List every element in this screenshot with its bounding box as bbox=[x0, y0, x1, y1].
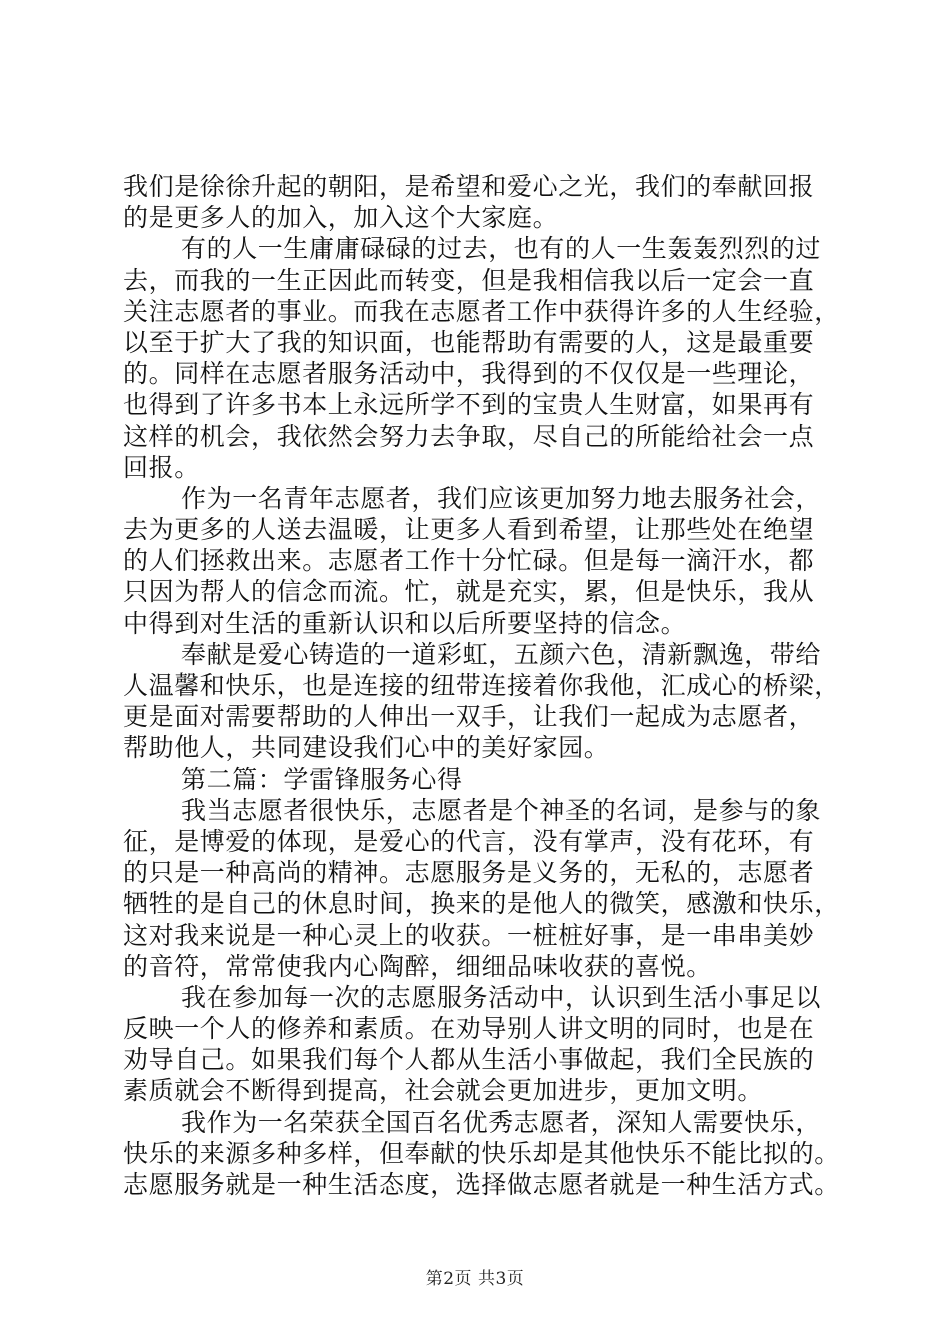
text-line: 只因为帮人的信念而流。忙，就是充实，累，但是快乐，我从 bbox=[123, 577, 815, 607]
text-line: 志愿服务就是一种生活态度，选择做志愿者就是一种生活方式。 bbox=[123, 1170, 840, 1199]
text-line: 关注志愿者的事业。而我在志愿者工作中获得许多的人生经验， bbox=[123, 296, 840, 326]
text-line: 的音符，常常使我内心陶醉，细细品味收获的喜悦。 bbox=[123, 951, 712, 981]
text-line: 有的人一生庸庸碌碌的过去，也有的人一生轰轰烈烈的过 bbox=[181, 234, 822, 264]
text-line: 这样的机会，我依然会努力去争取，尽自己的所能给社会一点 bbox=[123, 421, 815, 451]
text-line: 第二篇：学雷锋服务心得 bbox=[181, 764, 463, 794]
text-line: 去为更多的人送去温暖，让更多人看到希望，让那些处在绝望 bbox=[123, 515, 815, 545]
text-line: 的只是一种高尚的精神。志愿服务是义务的，无私的，志愿者 bbox=[123, 858, 815, 888]
text-line: 反映一个人的修养和素质。在劝导别人讲文明的同时，也是在 bbox=[123, 1014, 815, 1044]
text-line: 更是面对需要帮助的人伸出一双手，让我们一起成为志愿者， bbox=[123, 702, 815, 732]
text-line: 我们是徐徐升起的朝阳，是希望和爱心之光，我们的奉献回报 bbox=[123, 172, 815, 201]
text-line: 的人们拯救出来。志愿者工作十分忙碌。但是每一滴汗水，都 bbox=[123, 546, 815, 576]
text-line: 去，而我的一生正因此而转变，但是我相信我以后一定会一直 bbox=[123, 265, 815, 295]
text-line: 快乐的来源多种多样，但奉献的快乐却是其他快乐不能比拟的。 bbox=[123, 1138, 840, 1168]
text-line: 这对我来说是一种心灵上的收获。一桩桩好事，是一串串美妙 bbox=[123, 920, 815, 950]
text-line: 我在参加每一次的志愿服务活动中，认识到生活小事足以 bbox=[181, 982, 822, 1012]
text-line: 中得到对生活的重新认识和以后所要坚持的信念。 bbox=[123, 608, 687, 638]
text-line: 作为一名青年志愿者，我们应该更加努力地去服务社会， bbox=[181, 483, 822, 513]
text-line: 征，是博爱的体现，是爱心的代言，没有掌声，没有花环，有 bbox=[123, 826, 815, 856]
text-line: 回报。 bbox=[123, 452, 200, 482]
text-line: 也得到了许多书本上永远所学不到的宝贵人生财富，如果再有 bbox=[123, 390, 815, 420]
page-footer: 第2页 共3页 bbox=[425, 1269, 525, 1289]
text-line: 我当志愿者很快乐，志愿者是个神圣的名词，是参与的象 bbox=[181, 795, 822, 825]
text-line: 以至于扩大了我的知识面，也能帮助有需要的人，这是最重要 bbox=[123, 327, 815, 357]
text-line: 的是更多人的加入，加入这个大家庭。 bbox=[123, 203, 559, 233]
text-line: 人温馨和快乐，也是连接的纽带连接着你我他，汇成心的桥梁， bbox=[123, 671, 840, 700]
text-line: 劝导自己。如果我们每个人都从生活小事做起，我们全民族的 bbox=[123, 1045, 815, 1075]
text-line: 帮助他人，共同建设我们心中的美好家园。 bbox=[123, 733, 610, 763]
document-body bbox=[123, 171, 840, 1200]
text-line: 奉献是爱心铸造的一道彩虹，五颜六色，清新飘逸，带给 bbox=[181, 639, 822, 669]
text-line: 我作为一名荣获全国百名优秀志愿者，深知人需要快乐， bbox=[181, 1107, 822, 1137]
text-line: 的。同样在志愿者服务活动中，我得到的不仅仅是一些理论， bbox=[123, 359, 815, 389]
text-line: 素质就会不断得到提高，社会就会更加进步，更加文明。 bbox=[123, 1076, 764, 1106]
text-line: 牺牲的是自己的休息时间，换来的是他人的微笑，感激和快乐， bbox=[123, 889, 840, 919]
